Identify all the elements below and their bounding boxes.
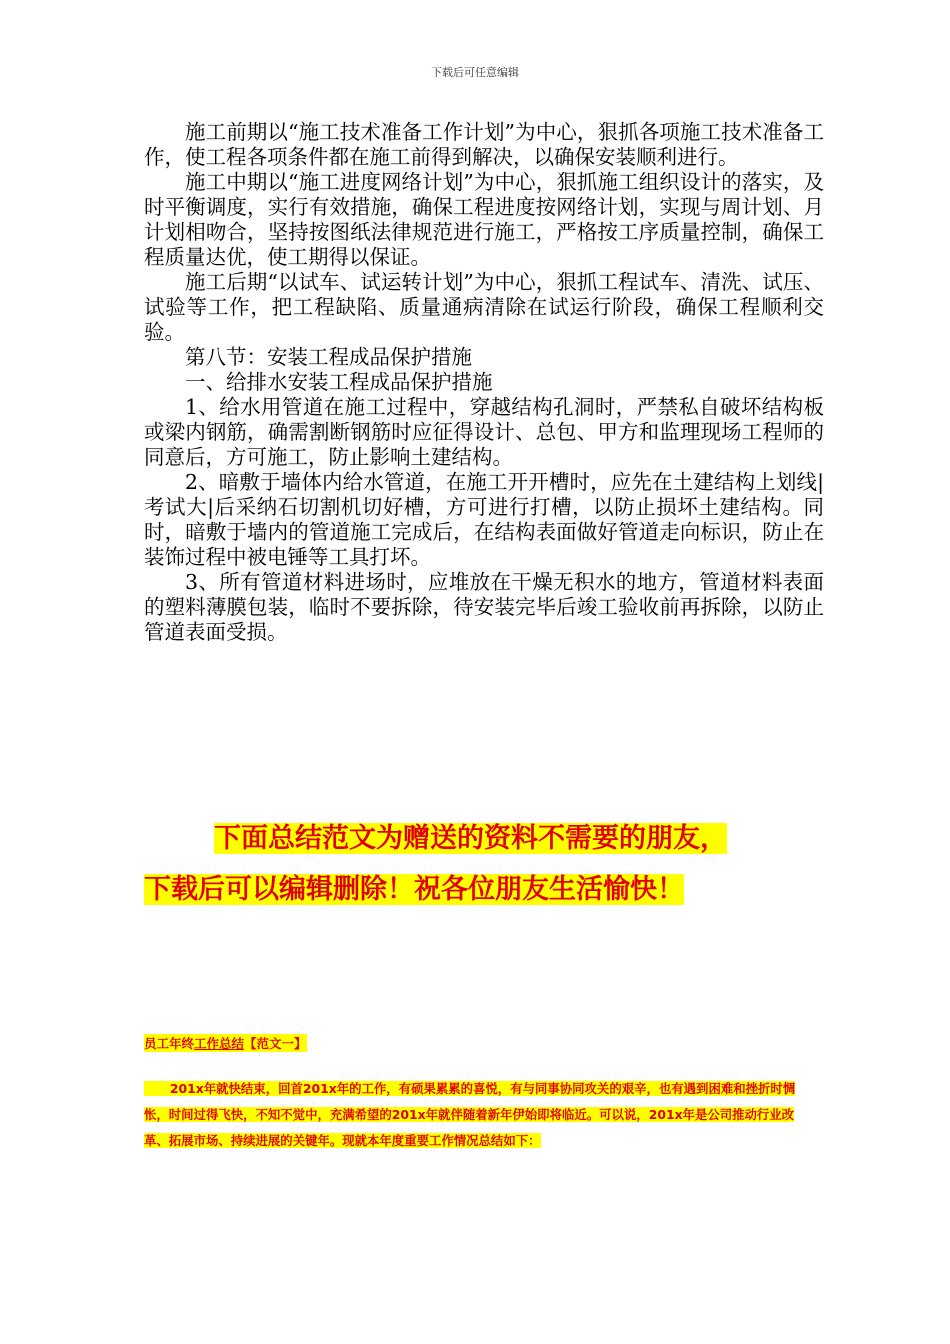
promo-line-2-text: 下载后可以编辑删除！祝各位朋友生活愉快！ — [144, 874, 684, 905]
page-header: 下载后可任意编辑 — [431, 66, 519, 79]
paragraph-early-phase: 施工前期以“施工技术准备工作计划”为中心，狠抓各项施工技术准备工作，使工程各项条件都在施工前得到解决，以确保安装顺利进行。 — [144, 120, 824, 169]
paragraph-late-phase: 施工后期“以试车、试运转计划”为中心，狠抓工程试车、清洗、试压、试验等工作，把工程缺陷、质量通病清除在试运行阶段，确保工程顺利交验。 — [144, 270, 824, 344]
list-item-1: 1、给水用管道在施工过程中，穿越结构孔洞时，严禁私自破坏结构板或梁内钢筋，确需割断钢筋时应征得设计、总包、甲方和监理现场工程师的同意后，方可施工，防止影响土建结构。 — [144, 395, 824, 469]
promo-line-1 — [144, 821, 824, 857]
paragraph-middle-phase: 施工中期以“施工进度网络计划”为中心，狠抓施工组织设计的落实，及时平衡调度，实行有效措施，确保工程进度按网络计划，实现与周计划、月计划相吻合，坚持按图纸法律规范进行施工，严格按工序质量控制，确保工程质量达优，使工期得以保证。 — [144, 170, 824, 269]
list-item-2: 2、暗敷于墙体内给水管道，在施工开开槽时，应先在土建结构上划线|考试大|后采纳石切割机切好槽，方可进行打槽，以防止损坏土建结构。同时，暗敷于墙内的管道施工完成后，在结构表面做好管道走向标识，防止在装饰过程中被电锤等工具打坏。 — [144, 470, 824, 569]
promo-line-2 — [144, 872, 824, 908]
document-body — [144, 120, 824, 645]
sample-title-prefix: 员工年终 — [144, 1036, 195, 1051]
sample-title — [144, 1034, 307, 1052]
list-item-3: 3、所有管道材料进场时，应堆放在干燥无积水的地方，管道材料表面的塑料薄膜包装，临时不要拆除，待安装完毕后竣工验收前再拆除，以防止管道表面受损。 — [144, 570, 824, 644]
subsection-heading: 一、给排水安装工程成品保护措施 — [185, 370, 493, 394]
section-heading: 第八节：安装工程成品保护措施 — [185, 345, 472, 369]
sample-body — [144, 1076, 810, 1154]
sample-title-suffix: 【范文一】 — [244, 1036, 307, 1051]
promo-line-1-text: 下面总结范文为赠送的资料不需要的朋友， — [214, 823, 727, 854]
sample-title-link[interactable]: 工作总结 — [194, 1036, 245, 1051]
sample-body-text: 201x年就快结束，回首201x年的工作，有硕果累累的喜悦，有与同事协同攻关的艰辛，也有遇到困难和挫折时惆怅，时间过得飞快，不知不觉中，充满希望的201x年就伴随着新年伊始即将临近。可以说，201x年是公司推动行业改革、拓展市场、持续进展的关键年。现就本年度重要工作情况总结如下： — [144, 1081, 796, 1148]
